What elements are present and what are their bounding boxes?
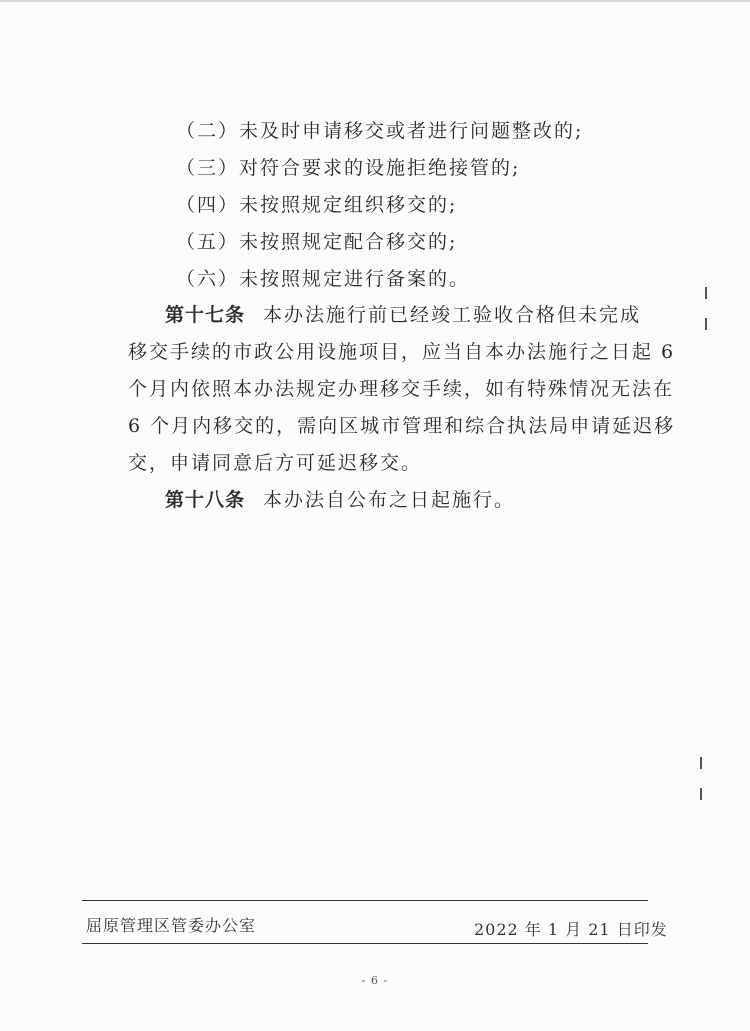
list-item: （三）对符合要求的设施拒绝接管的; [176,157,521,179]
list-item: （二）未及时申请移交或者进行问题整改的; [176,120,584,142]
binding-mark [705,318,707,330]
footer-top-rule [82,900,648,901]
page-top-edge [0,0,750,2]
list-item: （五）未按照规定配合移交的; [176,231,458,253]
article-17-text: 本办法施行前已经竣工验收合格但未完成 [263,304,642,326]
issuing-office: 屈原管理区管委办公室 [86,916,257,935]
binding-mark [700,757,702,769]
issue-date: 2022 年 1 月 21 日印发 [474,920,668,939]
page-number: - 6 - [361,974,389,987]
article-18-text: 本办法自公布之日起施行。 [263,489,516,511]
list-item: （六）未按照规定进行备案的。 [176,268,471,290]
footer-bottom-rule [82,943,648,944]
article-17-first-line [165,302,641,328]
article-18-heading: 第十八条 [165,489,246,511]
article-18-line [165,487,515,513]
article-17-text: 交，申请同意后方可延迟移交。 [128,452,423,474]
list-item: （四）未按照规定组织移交的; [176,194,458,216]
binding-mark [705,287,707,299]
binding-mark [700,788,702,800]
article-17-heading: 第十七条 [165,304,246,326]
article-17-text: 移交手续的市政公用设施项目，应当自本办法施行之日起 6 [128,341,676,363]
article-17-text: 个月内依照本办法规定办理移交手续，如有特殊情况无法在 [128,378,675,400]
article-17-text: 6 个月内移交的，需向区城市管理和综合执法局申请延迟移 [128,415,676,437]
